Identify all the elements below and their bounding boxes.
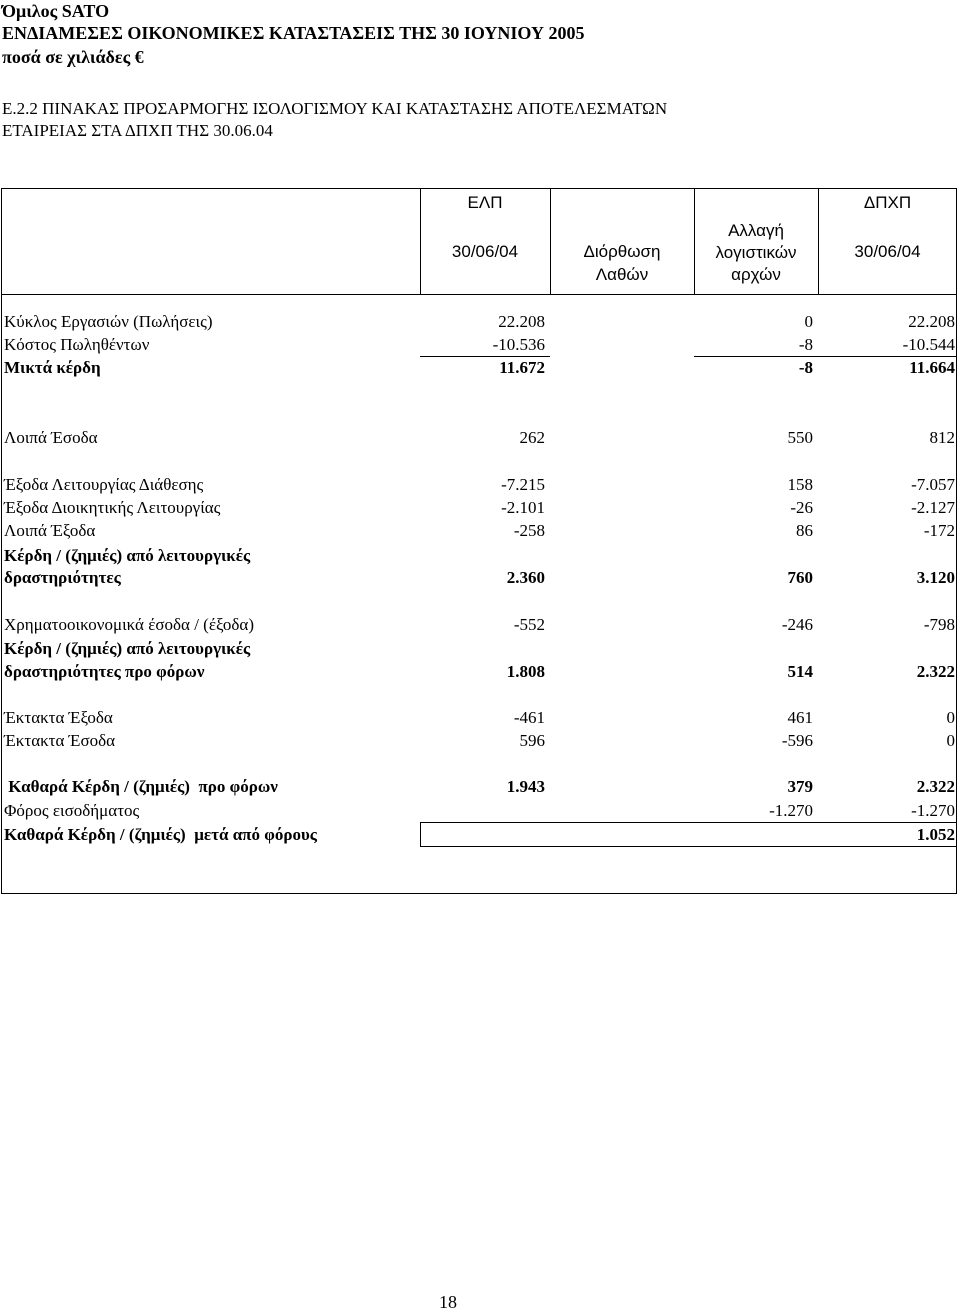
- grid-line: [1, 294, 957, 295]
- cell-dpxp: 0: [946, 731, 955, 750]
- header-change-2: λογιστικών: [715, 243, 797, 262]
- grid-line: [420, 822, 957, 823]
- cell-change: -1.270: [769, 801, 813, 820]
- row-label-cost-of-sales: Κόστος Πωληθέντων: [4, 335, 150, 354]
- row-label-gross-profit: Μικτά κέρδη: [4, 358, 101, 377]
- cell-dpxp: -1.270: [911, 801, 955, 820]
- header-dpxp-date: 30/06/04: [854, 242, 921, 261]
- cell-change: -8: [798, 358, 813, 377]
- cell-dpxp: -2.127: [911, 498, 955, 517]
- cell-change: 86: [796, 521, 813, 540]
- header-change-3: αρχών: [731, 265, 781, 284]
- cell-dpxp: -172: [923, 521, 955, 540]
- cell-change: 0: [804, 312, 813, 331]
- grid-line: [420, 846, 957, 847]
- cell-elp: 22.208: [498, 312, 545, 331]
- company-name: Όμιλος SATO: [2, 1, 110, 21]
- grid-line: [420, 822, 421, 847]
- cell-change: 379: [787, 777, 813, 796]
- cell-dpxp: 1.052: [916, 825, 955, 844]
- row-label-operating-profit-cont: δραστηριότητες: [4, 568, 121, 587]
- cell-change: 760: [787, 568, 813, 587]
- cell-elp: -461: [513, 708, 545, 727]
- cell-elp: 1.808: [506, 662, 545, 681]
- cell-elp: -258: [513, 521, 545, 540]
- row-label-pretax-operating: Κέρδη / (ζημιές) από λειτουργικές: [4, 639, 251, 658]
- cell-change: 158: [787, 475, 813, 494]
- row-label-net-profit-after-tax: Καθαρά Κέρδη / (ζημιές) μετά από φόρους: [4, 825, 317, 844]
- header-correction-1: Διόρθωση: [583, 242, 661, 261]
- row-label-financial-result: Χρηματοοικονομικά έσοδα / (έξοδα): [4, 615, 254, 634]
- cell-elp: -2.101: [501, 498, 545, 517]
- cell-dpxp: 0: [946, 708, 955, 727]
- section-title-line2: ΕΤΑΙΡΕΙΑΣ ΣΤΑ ΔΠΧΠ ΤΗΣ 30.06.04: [2, 121, 273, 140]
- cell-change: 550: [787, 428, 813, 447]
- cell-dpxp: 22.208: [908, 312, 955, 331]
- row-label-other-expenses: Λοιπά Έξοδα: [4, 521, 96, 540]
- cell-change: -8: [798, 335, 813, 354]
- page-number: 18: [439, 1292, 457, 1312]
- row-label-extraordinary-income: Έκτακτα Έσοδα: [4, 731, 116, 750]
- cell-dpxp: 3.120: [916, 568, 955, 587]
- row-label-selling-expenses: Έξοδα Λειτουργίας Διάθεσης: [4, 475, 204, 494]
- cell-elp: -10.536: [492, 335, 545, 354]
- row-label-pretax-operating-cont: δραστηριότητες προ φόρων: [4, 662, 205, 681]
- report-title: ΕΝΔΙΑΜΕΣΕΣ ΟΙΚΟΝΟΜΙΚΕΣ ΚΑΤΑΣΤΑΣΕΙΣ ΤΗΣ 30 ΙΟΥΝΙΟΥ 2005: [2, 23, 585, 43]
- cell-dpxp: -7.057: [911, 475, 955, 494]
- cell-dpxp: 2.322: [916, 777, 955, 796]
- row-label-revenue: Κύκλος Εργασιών (Πωλήσεις): [4, 312, 213, 331]
- row-label-other-income: Λοιπά Έσοδα: [4, 428, 98, 447]
- cell-dpxp: 2.322: [916, 662, 955, 681]
- cell-elp: -7.215: [501, 475, 545, 494]
- cell-dpxp: -10.544: [902, 335, 955, 354]
- cell-elp: -552: [513, 615, 545, 634]
- row-label-income-tax: Φόρος εισοδήματος: [4, 801, 140, 820]
- cell-elp: 2.360: [506, 568, 545, 587]
- cell-dpxp: 812: [929, 428, 955, 447]
- row-label-net-profit-pretax: Καθαρά Κέρδη / (ζημιές) προ φόρων: [4, 777, 278, 796]
- cell-change: 514: [787, 662, 813, 681]
- row-label-admin-expenses: Έξοδα Διοικητικής Λειτουργίας: [4, 498, 221, 517]
- cell-change: -246: [781, 615, 813, 634]
- cell-elp: 262: [519, 428, 545, 447]
- section-title-line1: Ε.2.2 ΠΙΝΑΚΑΣ ΠΡΟΣΑΡΜΟΓΗΣ ΙΣΟΛΟΓΙΣΜΟΥ ΚΑΙ ΚΑΤΑΣΤΑΣΗΣ ΑΠΟΤΕΛΕΣΜΑΤΩΝ: [2, 99, 668, 118]
- cell-change: 461: [787, 708, 813, 727]
- cell-dpxp: 11.664: [909, 358, 955, 377]
- row-label-extraordinary-expenses: Έκτακτα Έξοδα: [4, 708, 113, 727]
- cell-elp: 596: [519, 731, 545, 750]
- units-note: ποσά σε χιλιάδες €: [2, 47, 144, 67]
- header-group-elp: ΕΛΠ: [467, 193, 503, 212]
- header-group-dpxp: ΔΠΧΠ: [863, 193, 912, 212]
- cell-change: -596: [781, 731, 813, 750]
- header-change-1: Αλλαγή: [728, 221, 784, 240]
- header-elp-date: 30/06/04: [451, 242, 519, 261]
- cell-elp: 11.672: [499, 358, 545, 377]
- cell-change: -26: [790, 498, 813, 517]
- row-label-operating-profit: Κέρδη / (ζημιές) από λειτουργικές: [4, 546, 251, 565]
- header-correction-2: Λαθών: [595, 265, 649, 284]
- cell-dpxp: -798: [923, 615, 955, 634]
- cell-elp: 1.943: [506, 777, 545, 796]
